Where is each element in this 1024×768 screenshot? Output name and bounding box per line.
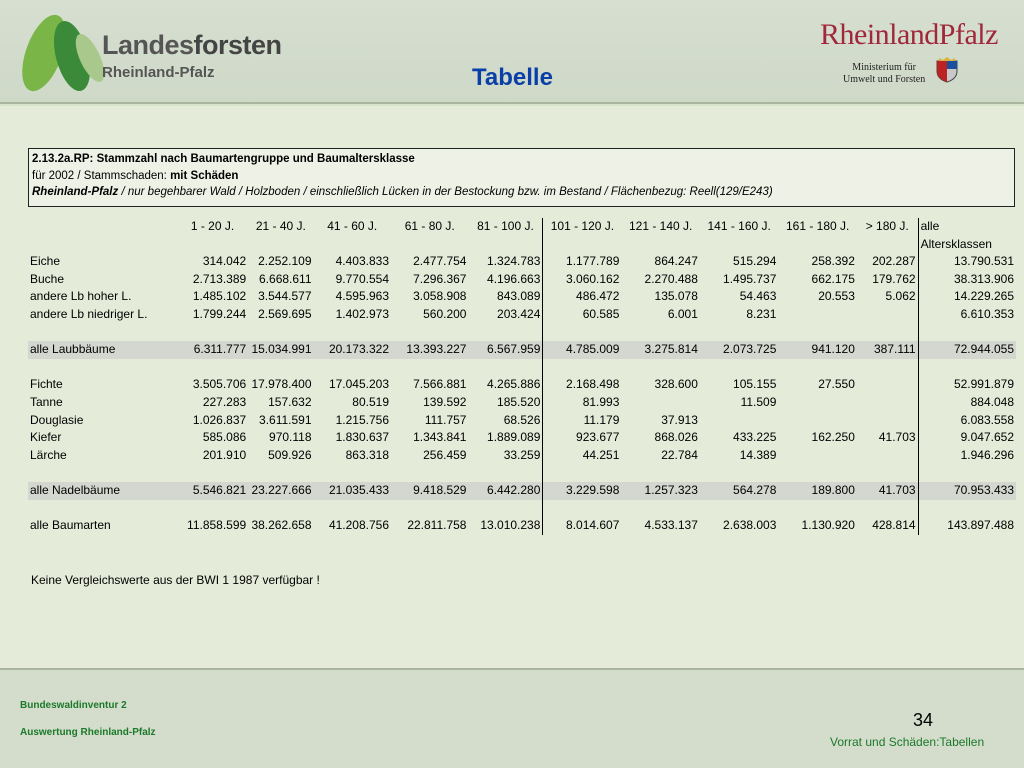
column-header-sub <box>177 236 248 254</box>
cell-value: 17.045.203 <box>328 377 389 392</box>
cell-value: 72.944.055 <box>918 341 1016 359</box>
column-header: 21 - 40 J. <box>255 219 306 233</box>
cell-value: 139.592 <box>423 394 467 409</box>
cell-value: 428.814 <box>872 518 916 533</box>
cell-value: 2.713.389 <box>192 271 247 286</box>
spacer <box>28 359 177 377</box>
column-header-sub: Altersklassen <box>918 236 1016 254</box>
spacer <box>621 500 700 518</box>
stammzahl-table <box>28 218 1016 535</box>
cell-value: 15.034.991 <box>248 341 313 359</box>
cell-value: 189.800 <box>778 482 857 500</box>
row-label: Lärche <box>30 447 67 462</box>
cell-value: 2.073.725 <box>700 341 779 359</box>
column-header: > 180 J. <box>865 219 909 233</box>
row-label: andere Lb niedriger L. <box>30 306 148 321</box>
cell-value: 1.799.244 <box>192 306 247 321</box>
page-title: Tabelle <box>472 64 553 91</box>
cell-value: 70.953.433 <box>918 482 1016 500</box>
cell-value: 2.168.498 <box>543 376 622 394</box>
cell-value: 60.585 <box>543 306 622 324</box>
cell-value: 4.785.009 <box>543 341 622 359</box>
cell-value: 7.296.367 <box>413 271 467 286</box>
caption-subtitle: für 2002 / Stammschaden: mit Schäden <box>32 169 239 182</box>
column-header-sub <box>314 236 391 254</box>
column-header-sub <box>857 236 918 254</box>
header-corner <box>28 218 177 236</box>
cell-value <box>857 394 918 412</box>
spacer <box>28 324 177 342</box>
cell-value: 564.278 <box>700 482 779 500</box>
cell-value: 1.343.841 <box>413 430 467 445</box>
spacer <box>778 464 857 482</box>
cell-value: 4.595.963 <box>335 289 389 304</box>
spacer <box>857 359 918 377</box>
cell-value: 3.229.598 <box>543 482 622 500</box>
cell-value: 2.477.754 <box>413 254 467 269</box>
cell-value: 9.770.554 <box>335 271 389 286</box>
column-header: 81 - 100 J. <box>477 219 534 233</box>
column-header: 1 - 20 J. <box>190 219 235 233</box>
spacer <box>248 464 313 482</box>
cell-value: 227.283 <box>202 394 247 409</box>
cell-value: 1.485.102 <box>192 289 247 304</box>
cell-value: 3.058.908 <box>413 289 467 304</box>
cell-value: 23.227.666 <box>248 482 313 500</box>
cell-value: 38.262.658 <box>251 518 312 533</box>
spacer <box>918 464 1016 482</box>
spacer-row <box>28 500 1016 518</box>
row-label: Fichte <box>30 377 63 392</box>
subtotal-row <box>28 482 1016 500</box>
table-row <box>28 253 1016 271</box>
footer-project: Bundeswaldinventur 2 <box>20 700 127 711</box>
row-label: andere Lb hoher L. <box>30 289 132 304</box>
spacer <box>918 359 1016 377</box>
cell-value: 21.035.433 <box>314 482 391 500</box>
cell-value: 258.392 <box>811 254 855 269</box>
cell-value: 13.010.238 <box>480 518 541 533</box>
spacer <box>314 500 391 518</box>
cell-value: 54.463 <box>739 289 777 304</box>
cell-value: 6.083.558 <box>918 412 1016 430</box>
cell-value: 2.252.109 <box>258 254 312 269</box>
caption-scope: Rheinland-Pfalz / nur begehbarer Wald / Holzboden / einschließlich Lücken in der Bestockung bzw. im Bestand / Flächenbezug: Reell(129/E243) <box>32 186 773 198</box>
spacer <box>778 359 857 377</box>
cell-value: 38.313.906 <box>918 271 1016 289</box>
cell-value: 1.402.973 <box>335 306 389 321</box>
cell-value: 6.610.353 <box>918 306 1016 324</box>
row-label: alle Nadelbäume <box>28 482 177 500</box>
cell-value: 3.505.706 <box>192 377 247 392</box>
cell-value: 970.118 <box>269 430 312 445</box>
cell-value: 3.611.591 <box>259 412 312 427</box>
cell-value: 1.324.783 <box>487 254 541 269</box>
cell-value: 864.247 <box>654 254 698 269</box>
spacer <box>700 500 779 518</box>
cell-value: 515.294 <box>733 254 777 269</box>
spacer <box>700 324 779 342</box>
cell-value: 20.173.322 <box>314 341 391 359</box>
cell-value: 585.086 <box>202 430 247 445</box>
table-row <box>28 288 1016 306</box>
cell-value: 3.275.814 <box>621 341 700 359</box>
row-label: alle Laubbäume <box>28 341 177 359</box>
ministry-label: Ministerium für Umwelt und Forsten <box>843 62 926 85</box>
cell-value: 509.926 <box>268 447 312 462</box>
cell-value: 143.897.488 <box>918 517 1016 535</box>
cell-value: 11.858.599 <box>187 518 247 533</box>
subtotal-row <box>28 341 1016 359</box>
column-header: 41 - 60 J. <box>327 219 378 233</box>
spacer <box>391 464 468 482</box>
cell-value: 863.318 <box>345 447 389 462</box>
cell-value: 6.567.959 <box>468 341 542 359</box>
spacer <box>918 500 1016 518</box>
row-label: Eiche <box>30 254 61 269</box>
spacer-row <box>28 324 1016 342</box>
content-area <box>0 106 1024 668</box>
cell-value <box>857 306 918 324</box>
column-header-sub <box>468 236 542 254</box>
spacer <box>468 359 542 377</box>
cell-value: 8.014.607 <box>543 517 622 535</box>
spacer <box>177 359 248 377</box>
spacer <box>778 500 857 518</box>
cell-value: 203.424 <box>497 306 541 321</box>
footnote: Keine Vergleichswerte aus der BWI 1 1987 verfügbar ! <box>31 573 320 587</box>
column-header-sub <box>543 236 622 254</box>
spacer <box>543 464 622 482</box>
cell-value: 1.889.089 <box>487 430 541 445</box>
total-row <box>28 517 1016 535</box>
spacer <box>177 324 248 342</box>
cell-value: 923.677 <box>543 429 622 447</box>
cell-value: 9.047.652 <box>918 429 1016 447</box>
table-row <box>28 412 1016 430</box>
spacer <box>857 464 918 482</box>
cell-value: 3.544.577 <box>258 289 312 304</box>
spacer <box>391 324 468 342</box>
logo-subtitle: Rheinland-Pfalz <box>102 64 215 81</box>
caption-title: 2.13.2a.RP: Stammzahl nach Baumartengruppe und Baumaltersklasse <box>32 153 415 165</box>
cell-value: 9.418.529 <box>391 482 468 500</box>
spacer <box>314 464 391 482</box>
cell-value: 1.177.789 <box>543 253 622 271</box>
table-row <box>28 429 1016 447</box>
row-label: alle Baumarten <box>30 518 111 533</box>
spacer <box>543 500 622 518</box>
cell-value: 884.048 <box>918 394 1016 412</box>
column-header: 121 - 140 J. <box>628 219 693 233</box>
spacer <box>857 500 918 518</box>
cell-value: 2.270.488 <box>644 271 698 286</box>
spacer <box>177 464 248 482</box>
cell-value: 185.520 <box>497 394 541 409</box>
cell-value: 328.600 <box>654 377 698 392</box>
column-header: 101 - 120 J. <box>543 218 622 236</box>
spacer <box>700 359 779 377</box>
table-row <box>28 394 1016 412</box>
spacer <box>700 464 779 482</box>
spacer <box>543 324 622 342</box>
spacer <box>468 464 542 482</box>
cell-value: 256.459 <box>423 447 467 462</box>
footer-section: Vorrat und Schäden:Tabellen <box>830 735 985 749</box>
cell-value <box>778 306 857 324</box>
column-header: 61 - 80 J. <box>404 219 455 233</box>
cell-value: 20.553 <box>818 289 855 304</box>
cell-value: 314.042 <box>202 254 247 269</box>
spacer <box>248 500 313 518</box>
cell-value: 4.265.886 <box>487 377 541 392</box>
cell-value: 5.062 <box>885 289 916 304</box>
row-label: Douglasie <box>30 412 84 427</box>
cell-value: 1.946.296 <box>918 447 1016 465</box>
cell-value: 41.208.756 <box>328 518 389 533</box>
table-row <box>28 306 1016 324</box>
cell-value: 941.120 <box>778 341 857 359</box>
row-label: Tanne <box>30 394 63 409</box>
spacer <box>778 324 857 342</box>
cell-value: 111.757 <box>424 412 467 427</box>
cell-value <box>778 447 857 465</box>
cell-value: 4.533.137 <box>644 518 698 533</box>
cell-value: 80.519 <box>352 394 389 409</box>
cell-value <box>621 394 700 412</box>
cell-value <box>857 412 918 430</box>
cell-value: 7.566.881 <box>413 377 467 392</box>
cell-value: 105.155 <box>733 377 777 392</box>
spacer <box>621 324 700 342</box>
spacer <box>248 324 313 342</box>
spacer <box>28 464 177 482</box>
cell-value: 22.784 <box>661 447 698 462</box>
cell-value: 22.811.758 <box>407 518 467 533</box>
column-header-sub <box>391 236 468 254</box>
logo-title: Landesforsten <box>102 30 282 60</box>
spacer <box>621 464 700 482</box>
column-header: alle <box>918 218 1016 236</box>
cell-value: 2.569.695 <box>258 306 312 321</box>
cell-value: 6.001 <box>667 306 698 321</box>
spacer-row <box>28 359 1016 377</box>
cell-value: 387.111 <box>857 341 918 359</box>
column-header-sub <box>778 236 857 254</box>
cell-value: 1.215.756 <box>335 412 389 427</box>
spacer <box>177 500 248 518</box>
cell-value: 202.287 <box>872 254 916 269</box>
cell-value: 6.311.777 <box>177 341 248 359</box>
column-header-sub <box>621 236 700 254</box>
spacer <box>621 359 700 377</box>
header <box>0 0 1024 104</box>
spacer <box>314 359 391 377</box>
cell-value: 5.546.821 <box>177 482 248 500</box>
spacer <box>248 359 313 377</box>
cell-value <box>778 394 857 412</box>
cell-value: 162.250 <box>811 430 855 445</box>
cell-value: 486.472 <box>543 288 622 306</box>
cell-value: 17.978.400 <box>251 377 312 392</box>
cell-value: 44.251 <box>543 447 622 465</box>
footer-evaluation: Auswertung Rheinland-Pfalz <box>20 727 156 738</box>
cell-value: 662.175 <box>811 271 855 286</box>
spacer-row <box>28 464 1016 482</box>
spacer <box>468 500 542 518</box>
cell-value: 6.442.280 <box>468 482 542 500</box>
coat-of-arms-icon <box>935 57 959 83</box>
cell-value: 1.495.737 <box>723 271 777 286</box>
cell-value: 843.089 <box>497 289 541 304</box>
table-row <box>28 271 1016 289</box>
cell-value: 1.830.637 <box>335 430 389 445</box>
page-number: 34 <box>913 710 934 730</box>
cell-value: 14.389 <box>739 447 777 462</box>
row-label: Kiefer <box>30 430 62 445</box>
cell-value: 33.259 <box>503 447 541 462</box>
cell-value: 3.060.162 <box>543 271 622 289</box>
cell-value: 1.130.920 <box>801 518 855 533</box>
table-row <box>28 376 1016 394</box>
header-corner <box>28 236 177 254</box>
table-header-row-2 <box>28 236 1016 254</box>
cell-value: 13.393.227 <box>391 341 468 359</box>
cell-value: 41.703 <box>857 482 918 500</box>
cell-value: 4.403.833 <box>335 254 389 269</box>
cell-value: 81.993 <box>543 394 622 412</box>
column-header-sub <box>700 236 779 254</box>
column-header: 161 - 180 J. <box>785 219 850 233</box>
cell-value: 201.910 <box>202 447 247 462</box>
cell-value: 11.179 <box>543 412 622 430</box>
spacer <box>391 500 468 518</box>
cell-value: 13.790.531 <box>918 253 1016 271</box>
table-header-row <box>28 218 1016 236</box>
table-caption <box>28 148 1015 207</box>
table-row <box>28 447 1016 465</box>
cell-value: 6.668.611 <box>259 271 312 286</box>
spacer <box>28 500 177 518</box>
column-header: 141 - 160 J. <box>707 219 771 233</box>
rlp-logo-text: RheinlandPfalz <box>820 18 998 51</box>
cell-value <box>778 412 857 430</box>
cell-value <box>700 412 779 430</box>
cell-value: 179.762 <box>872 271 916 286</box>
column-header-sub <box>248 236 313 254</box>
spacer <box>314 324 391 342</box>
cell-value: 1.026.837 <box>192 412 247 427</box>
cell-value: 52.991.879 <box>918 376 1016 394</box>
cell-value: 1.257.323 <box>621 482 700 500</box>
spacer <box>857 324 918 342</box>
cell-value: 4.196.663 <box>487 271 541 286</box>
cell-value <box>857 447 918 465</box>
spacer <box>391 359 468 377</box>
cell-value: 157.632 <box>268 394 312 409</box>
row-label: Buche <box>30 271 65 286</box>
cell-value: 14.229.265 <box>918 288 1016 306</box>
cell-value: 27.550 <box>818 377 855 392</box>
cell-value: 560.200 <box>423 306 467 321</box>
cell-value: 11.509 <box>740 394 777 409</box>
cell-value: 135.078 <box>654 289 698 304</box>
cell-value: 868.026 <box>654 430 698 445</box>
spacer <box>543 359 622 377</box>
spacer <box>918 324 1016 342</box>
cell-value: 2.638.003 <box>723 518 777 533</box>
cell-value: 433.225 <box>733 430 777 445</box>
footer <box>0 668 1024 768</box>
cell-value <box>857 376 918 394</box>
cell-value: 41.703 <box>878 430 916 445</box>
cell-value: 68.526 <box>503 412 541 427</box>
cell-value: 8.231 <box>746 306 777 321</box>
spacer <box>468 324 542 342</box>
cell-value: 37.913 <box>661 412 698 427</box>
